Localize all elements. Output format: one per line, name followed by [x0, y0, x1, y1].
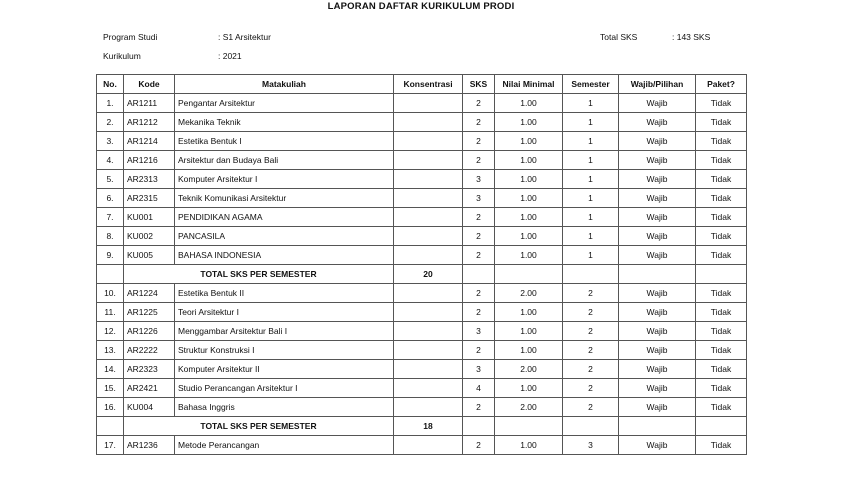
cell-no: 1. [97, 94, 124, 113]
cell-kode: AR2315 [124, 189, 175, 208]
cell-sks: 4 [463, 379, 495, 398]
cell-wajib-pilihan: Wajib [619, 208, 696, 227]
cell-konsentrasi [394, 113, 463, 132]
cell-kode: AR1214 [124, 132, 175, 151]
cell-matakuliah: Pengantar Arsitektur [175, 94, 394, 113]
kurikulum-table [96, 74, 747, 455]
table-row [97, 113, 747, 132]
table-row [97, 170, 747, 189]
cell-wajib-pilihan: Wajib [619, 303, 696, 322]
cell-semester: 2 [563, 303, 619, 322]
col-header-paket: Paket? [696, 75, 747, 94]
cell-kode: KU004 [124, 398, 175, 417]
cell-matakuliah: Arsitektur dan Budaya Bali [175, 151, 394, 170]
cell-no: 7. [97, 208, 124, 227]
total-label: TOTAL SKS PER SEMESTER [124, 265, 394, 284]
table-row [97, 227, 747, 246]
cell-no: 2. [97, 113, 124, 132]
cell-sks: 3 [463, 189, 495, 208]
table-row [97, 208, 747, 227]
cell-semester: 1 [563, 113, 619, 132]
total-value: 18 [394, 417, 463, 436]
cell-sks: 2 [463, 208, 495, 227]
table-row [97, 151, 747, 170]
table-header-row [97, 75, 747, 94]
col-header-kode: Kode [124, 75, 175, 94]
cell-wajib-pilihan: Wajib [619, 132, 696, 151]
kurikulum-label: Kurikulum [103, 51, 141, 61]
cell-wajib-pilihan: Wajib [619, 113, 696, 132]
cell-kode: AR1212 [124, 113, 175, 132]
cell-kode: AR2313 [124, 170, 175, 189]
cell-kode: AR2222 [124, 341, 175, 360]
table-row [97, 341, 747, 360]
col-header-konsentrasi: Konsentrasi [394, 75, 463, 94]
cell-wajib-pilihan: Wajib [619, 341, 696, 360]
table-row [97, 303, 747, 322]
cell-kode: AR1236 [124, 436, 175, 455]
kurikulum-value: : 2021 [218, 51, 242, 61]
cell-sks: 2 [463, 151, 495, 170]
cell-no: 14. [97, 360, 124, 379]
cell-paket: Tidak [696, 132, 747, 151]
cell-konsentrasi [394, 94, 463, 113]
cell-matakuliah: Metode Perancangan [175, 436, 394, 455]
cell-paket: Tidak [696, 94, 747, 113]
cell-kode: AR1225 [124, 303, 175, 322]
cell-nilai-minimal: 1.00 [495, 341, 563, 360]
cell-matakuliah: BAHASA INDONESIA [175, 246, 394, 265]
cell-matakuliah: Bahasa Inggris [175, 398, 394, 417]
cell-empty [495, 417, 563, 436]
cell-semester: 2 [563, 284, 619, 303]
cell-semester: 1 [563, 189, 619, 208]
cell-matakuliah: PANCASILA [175, 227, 394, 246]
report-title: LAPORAN DAFTAR KURIKULUM PRODI [327, 1, 515, 12]
cell-matakuliah: Estetika Bentuk II [175, 284, 394, 303]
cell-no: 9. [97, 246, 124, 265]
cell-wajib-pilihan: Wajib [619, 246, 696, 265]
cell-matakuliah: Teknik Komunikasi Arsitektur [175, 189, 394, 208]
table-row [97, 246, 747, 265]
cell-nilai-minimal: 1.00 [495, 94, 563, 113]
cell-paket: Tidak [696, 227, 747, 246]
cell-no: 6. [97, 189, 124, 208]
cell-empty [619, 417, 696, 436]
cell-semester: 2 [563, 360, 619, 379]
cell-wajib-pilihan: Wajib [619, 94, 696, 113]
cell-semester: 3 [563, 436, 619, 455]
cell-empty [463, 417, 495, 436]
cell-paket: Tidak [696, 303, 747, 322]
program-studi-value: : S1 Arsitektur [218, 32, 271, 42]
table-body [97, 94, 747, 455]
cell-nilai-minimal: 1.00 [495, 227, 563, 246]
table-row [97, 398, 747, 417]
cell-empty [619, 265, 696, 284]
cell-paket: Tidak [696, 208, 747, 227]
cell-paket: Tidak [696, 189, 747, 208]
cell-konsentrasi [394, 170, 463, 189]
cell-no: 12. [97, 322, 124, 341]
cell-paket: Tidak [696, 170, 747, 189]
cell-nilai-minimal: 1.00 [495, 151, 563, 170]
table-row [97, 360, 747, 379]
cell-paket: Tidak [696, 341, 747, 360]
cell-wajib-pilihan: Wajib [619, 284, 696, 303]
col-header-matakuliah: Matakuliah [175, 75, 394, 94]
cell-sks: 2 [463, 227, 495, 246]
cell-paket: Tidak [696, 151, 747, 170]
cell-wajib-pilihan: Wajib [619, 227, 696, 246]
cell-kode: AR1226 [124, 322, 175, 341]
cell-nilai-minimal: 1.00 [495, 303, 563, 322]
cell-semester: 1 [563, 132, 619, 151]
cell-nilai-minimal: 1.00 [495, 170, 563, 189]
cell-semester: 1 [563, 170, 619, 189]
cell-empty [495, 265, 563, 284]
col-header-wajib-pilihan: Wajib/Pilihan [619, 75, 696, 94]
cell-paket: Tidak [696, 379, 747, 398]
cell-paket: Tidak [696, 360, 747, 379]
cell-matakuliah: Komputer Arsitektur I [175, 170, 394, 189]
cell-konsentrasi [394, 322, 463, 341]
cell-wajib-pilihan: Wajib [619, 170, 696, 189]
cell-nilai-minimal: 1.00 [495, 322, 563, 341]
cell-kode: KU002 [124, 227, 175, 246]
cell-konsentrasi [394, 284, 463, 303]
cell-kode: AR1224 [124, 284, 175, 303]
cell-matakuliah: Komputer Arsitektur II [175, 360, 394, 379]
cell-konsentrasi [394, 151, 463, 170]
cell-empty [97, 265, 124, 284]
semester-total-row [97, 265, 747, 284]
semester-total-row [97, 417, 747, 436]
cell-empty [563, 265, 619, 284]
cell-sks: 2 [463, 303, 495, 322]
cell-konsentrasi [394, 303, 463, 322]
cell-konsentrasi [394, 436, 463, 455]
cell-konsentrasi [394, 360, 463, 379]
cell-empty [696, 417, 747, 436]
cell-kode: AR1216 [124, 151, 175, 170]
cell-matakuliah: Estetika Bentuk I [175, 132, 394, 151]
cell-konsentrasi [394, 227, 463, 246]
cell-semester: 2 [563, 398, 619, 417]
cell-sks: 2 [463, 398, 495, 417]
cell-matakuliah: Mekanika Teknik [175, 113, 394, 132]
cell-kode: KU005 [124, 246, 175, 265]
cell-semester: 1 [563, 151, 619, 170]
cell-no: 17. [97, 436, 124, 455]
cell-sks: 2 [463, 284, 495, 303]
cell-sks: 3 [463, 360, 495, 379]
cell-sks: 2 [463, 94, 495, 113]
cell-no: 3. [97, 132, 124, 151]
cell-matakuliah: Struktur Konstruksi I [175, 341, 394, 360]
total-value: 20 [394, 265, 463, 284]
cell-nilai-minimal: 1.00 [495, 246, 563, 265]
table-row [97, 379, 747, 398]
cell-sks: 2 [463, 436, 495, 455]
cell-empty [97, 417, 124, 436]
cell-empty [463, 265, 495, 284]
cell-semester: 1 [563, 208, 619, 227]
cell-kode: AR1211 [124, 94, 175, 113]
cell-paket: Tidak [696, 284, 747, 303]
cell-nilai-minimal: 2.00 [495, 398, 563, 417]
cell-sks: 2 [463, 132, 495, 151]
cell-nilai-minimal: 1.00 [495, 189, 563, 208]
cell-konsentrasi [394, 208, 463, 227]
cell-kode: AR2323 [124, 360, 175, 379]
cell-paket: Tidak [696, 113, 747, 132]
cell-konsentrasi [394, 379, 463, 398]
cell-kode: KU001 [124, 208, 175, 227]
table-row [97, 284, 747, 303]
table-row [97, 322, 747, 341]
cell-nilai-minimal: 2.00 [495, 284, 563, 303]
cell-wajib-pilihan: Wajib [619, 360, 696, 379]
cell-paket: Tidak [696, 322, 747, 341]
cell-semester: 1 [563, 227, 619, 246]
col-header-semester: Semester [563, 75, 619, 94]
cell-kode: AR2421 [124, 379, 175, 398]
cell-sks: 2 [463, 246, 495, 265]
table-row [97, 189, 747, 208]
cell-no: 11. [97, 303, 124, 322]
cell-wajib-pilihan: Wajib [619, 151, 696, 170]
cell-no: 4. [97, 151, 124, 170]
cell-paket: Tidak [696, 246, 747, 265]
col-header-nilai-minimal: Nilai Minimal [495, 75, 563, 94]
cell-matakuliah: Studio Perancangan Arsitektur I [175, 379, 394, 398]
cell-nilai-minimal: 1.00 [495, 132, 563, 151]
cell-no: 16. [97, 398, 124, 417]
table-row [97, 436, 747, 455]
cell-no: 8. [97, 227, 124, 246]
cell-empty [563, 417, 619, 436]
cell-sks: 3 [463, 170, 495, 189]
cell-paket: Tidak [696, 436, 747, 455]
cell-semester: 1 [563, 94, 619, 113]
total-sks-label: Total SKS [600, 32, 638, 42]
cell-nilai-minimal: 2.00 [495, 360, 563, 379]
cell-no: 15. [97, 379, 124, 398]
cell-wajib-pilihan: Wajib [619, 436, 696, 455]
cell-matakuliah: PENDIDIKAN AGAMA [175, 208, 394, 227]
cell-wajib-pilihan: Wajib [619, 189, 696, 208]
cell-sks: 2 [463, 341, 495, 360]
cell-semester: 2 [563, 341, 619, 360]
cell-konsentrasi [394, 341, 463, 360]
cell-nilai-minimal: 1.00 [495, 436, 563, 455]
cell-wajib-pilihan: Wajib [619, 398, 696, 417]
cell-konsentrasi [394, 246, 463, 265]
col-header-no: No. [97, 75, 124, 94]
cell-no: 5. [97, 170, 124, 189]
cell-no: 10. [97, 284, 124, 303]
cell-empty [696, 265, 747, 284]
cell-wajib-pilihan: Wajib [619, 322, 696, 341]
total-label: TOTAL SKS PER SEMESTER [124, 417, 394, 436]
cell-wajib-pilihan: Wajib [619, 379, 696, 398]
col-header-sks: SKS [463, 75, 495, 94]
table-row [97, 94, 747, 113]
table-row [97, 132, 747, 151]
cell-nilai-minimal: 1.00 [495, 379, 563, 398]
cell-semester: 2 [563, 322, 619, 341]
cell-nilai-minimal: 1.00 [495, 113, 563, 132]
cell-semester: 1 [563, 246, 619, 265]
cell-sks: 2 [463, 113, 495, 132]
cell-konsentrasi [394, 189, 463, 208]
cell-konsentrasi [394, 132, 463, 151]
cell-no: 13. [97, 341, 124, 360]
cell-konsentrasi [394, 398, 463, 417]
cell-paket: Tidak [696, 398, 747, 417]
cell-semester: 2 [563, 379, 619, 398]
cell-matakuliah: Teori Arsitektur I [175, 303, 394, 322]
program-studi-label: Program Studi [103, 32, 158, 42]
cell-nilai-minimal: 1.00 [495, 208, 563, 227]
cell-matakuliah: Menggambar Arsitektur Bali I [175, 322, 394, 341]
total-sks-value: : 143 SKS [672, 32, 711, 42]
cell-sks: 3 [463, 322, 495, 341]
